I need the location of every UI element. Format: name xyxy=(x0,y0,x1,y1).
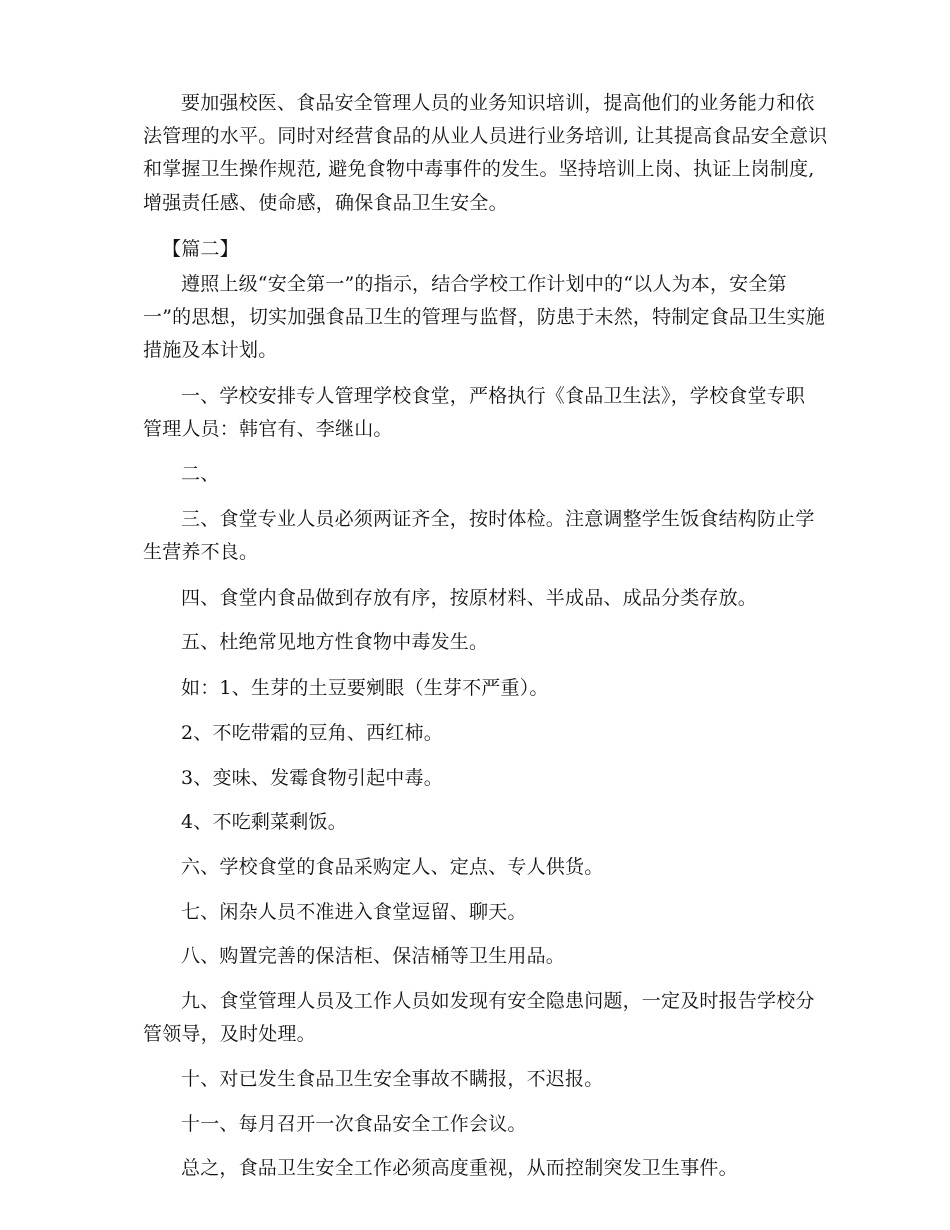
paragraph-line: 一”的思想，切实加强食品卫生的管理与监督，防患于未然，特制定食品卫生实施 xyxy=(143,306,825,328)
paragraph-line: 法管理的水平。同时对经营食品的从业人员进行业务培训, 让其提高食品安全意识 xyxy=(143,125,828,147)
paragraph-line: 要加强校医、食品安全管理人员的业务知识培训，提高他们的业务能力和依 xyxy=(181,92,815,114)
paragraph-line: 八、购置完善的保洁柜、保洁桶等卫生用品。 xyxy=(181,945,566,967)
paragraph-line: 3、变味、发霉食物引起中毒。 xyxy=(181,767,443,789)
paragraph-line: 2、不吃带霜的豆角、西红柿。 xyxy=(181,722,443,744)
paragraph-line: 管领导，及时处理。 xyxy=(143,1023,316,1045)
paragraph-line: 一、学校安排专人管理学校食堂，严格执行《食品卫生法》，学校食堂专职 xyxy=(181,385,806,407)
paragraph-line: 措施及本计划。 xyxy=(143,339,278,361)
paragraph-line: 十、对已发生食品卫生安全事故不瞒报，不迟报。 xyxy=(181,1068,604,1090)
paragraph-line: 七、闲杂人员不准进入食堂逗留、聊天。 xyxy=(181,901,527,923)
paragraph-line: 四、食堂内食品做到存放有序，按原材料、半成品、成品分类存放。 xyxy=(181,587,758,609)
section-heading: 【篇二】 xyxy=(162,238,239,260)
paragraph-line: 增强责任感、使命感，确保食品卫生安全。 xyxy=(143,192,508,214)
paragraph-line: 4、不吃剩菜剩饭。 xyxy=(181,811,347,833)
paragraph-line: 六、学校食堂的食品采购定人、定点、专人供货。 xyxy=(181,856,604,878)
paragraph-line: 和掌握卫生操作规范, 避免食物中毒事件的发生。坚持培训上岗、执证上岗制度, xyxy=(143,158,815,180)
paragraph-line: 二、 xyxy=(181,463,220,485)
paragraph-line: 九、食堂管理人员及工作人员如发现有安全隐患问题，一定及时报告学校分 xyxy=(181,990,815,1012)
paragraph-line: 生营养不良。 xyxy=(143,541,259,563)
paragraph-line: 管理人员：韩官有、李继山。 xyxy=(143,418,393,440)
paragraph-line: 三、食堂专业人员必须两证齐全，按时体检。注意调整学生饭食结构防止学 xyxy=(181,508,815,530)
paragraph-line: 如：1、生芽的土豆要剜眼（生芽不严重）。 xyxy=(181,677,549,699)
paragraph-line: 遵照上级“安全第一”的指示，结合学校工作计划中的“以人为本，安全第 xyxy=(181,273,787,295)
paragraph-line: 总之，食品卫生安全工作必须高度重视，从而控制突发卫生事件。 xyxy=(181,1157,738,1179)
paragraph-line: 十一、每月召开一次食品安全工作会议。 xyxy=(181,1113,527,1135)
paragraph-line: 五、杜绝常见地方性食物中毒发生。 xyxy=(181,631,489,653)
